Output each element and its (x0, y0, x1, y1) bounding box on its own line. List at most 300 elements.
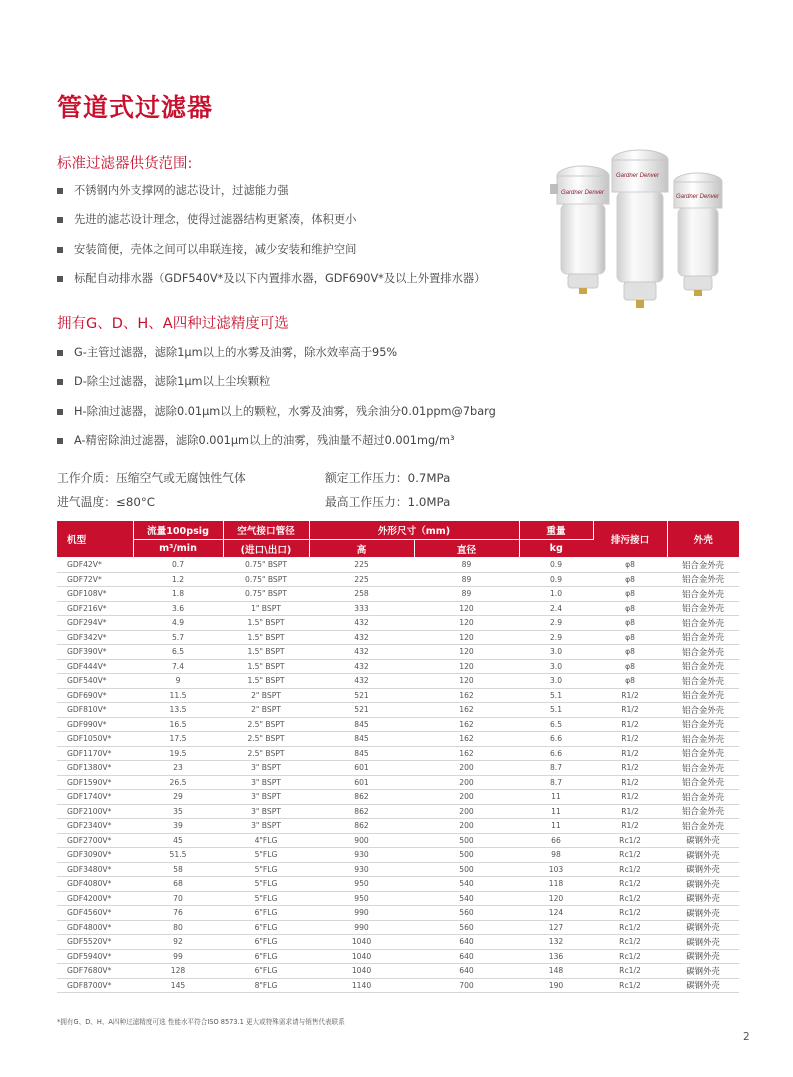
col-header-drain: 排污接口 (593, 521, 667, 558)
cell-flow: 7.4 (133, 659, 223, 674)
cell-height: 990 (309, 906, 414, 921)
cell-weight: 136 (519, 949, 593, 964)
cell-port: 5"FLG (223, 848, 309, 863)
supply-heading: 标准过滤器供货范围: (57, 156, 193, 172)
col-header-flow: 流量100psig (133, 521, 223, 540)
cell-diameter: 540 (414, 877, 519, 892)
cell-port: 6"FLG (223, 920, 309, 935)
cell-drain: Rc1/2 (593, 935, 667, 950)
cell-drain: R1/2 (593, 746, 667, 761)
cell-diameter: 120 (414, 601, 519, 616)
cell-diameter: 89 (414, 572, 519, 587)
cell-weight: 11 (519, 804, 593, 819)
cell-weight: 190 (519, 978, 593, 993)
cell-diameter: 200 (414, 761, 519, 776)
cell-diameter: 640 (414, 949, 519, 964)
cell-height: 950 (309, 891, 414, 906)
cell-port: 6"FLG (223, 964, 309, 979)
col-header-weight-unit: kg (519, 540, 593, 558)
cell-model: GDF294V* (57, 616, 133, 631)
cell-flow: 13.5 (133, 703, 223, 718)
cell-diameter: 640 (414, 964, 519, 979)
table-row (57, 601, 739, 616)
table-row (57, 978, 739, 993)
cell-drain: Rc1/2 (593, 920, 667, 935)
cell-shell: 碳钢外壳 (667, 848, 739, 863)
cell-model: GDF1590V* (57, 775, 133, 790)
cell-model: GDF2100V* (57, 804, 133, 819)
cell-port: 2.5" BSPT (223, 732, 309, 747)
cell-port: 6"FLG (223, 906, 309, 921)
bullet-icon (57, 247, 63, 253)
cell-shell: 铝合金外壳 (667, 717, 739, 732)
cell-shell: 碳钢外壳 (667, 978, 739, 993)
cell-model: GDF216V* (57, 601, 133, 616)
cell-drain: φ8 (593, 674, 667, 689)
cell-model: GDF42V* (57, 558, 133, 573)
footnote: *拥有G、D、H、A四种过滤精度可选 性能水平符合ISO 8573.1 更大或特殊需求请与销售代表联系 (57, 1018, 345, 1026)
table-row (57, 877, 739, 892)
cell-diameter: 560 (414, 920, 519, 935)
brand-label: Gardner Denver (561, 190, 605, 196)
cell-model: GDF4560V* (57, 906, 133, 921)
cell-model: GDF540V* (57, 674, 133, 689)
cell-flow: 92 (133, 935, 223, 950)
cell-weight: 6.5 (519, 717, 593, 732)
cell-shell: 铝合金外壳 (667, 601, 739, 616)
cell-flow: 19.5 (133, 746, 223, 761)
table-row (57, 819, 739, 834)
table-row (57, 674, 739, 689)
col-header-port-sub: (进口\出口) (223, 540, 309, 558)
cell-model: GDF108V* (57, 587, 133, 602)
cell-flow: 5.7 (133, 630, 223, 645)
cell-model: GDF690V* (57, 688, 133, 703)
cell-height: 258 (309, 587, 414, 602)
cell-height: 521 (309, 703, 414, 718)
cell-model: GDF390V* (57, 645, 133, 660)
cell-drain: R1/2 (593, 819, 667, 834)
cell-shell: 铝合金外壳 (667, 587, 739, 602)
col-header-height: 高 (309, 540, 414, 558)
cell-port: 1.5" BSPT (223, 630, 309, 645)
table-row (57, 703, 739, 718)
cell-port: 0.75" BSPT (223, 572, 309, 587)
table-row (57, 558, 739, 573)
cell-drain: R1/2 (593, 790, 667, 805)
cell-weight: 0.9 (519, 572, 593, 587)
cell-weight: 6.6 (519, 732, 593, 747)
cell-drain: R1/2 (593, 732, 667, 747)
cell-port: 0.75" BSPT (223, 558, 309, 573)
table-row (57, 616, 739, 631)
grades-list (57, 346, 527, 463)
cell-diameter: 200 (414, 819, 519, 834)
cell-port: 3" BSPT (223, 819, 309, 834)
list-item: G-主管过滤器，滤除1μm以上的水雾及油雾，除水效率高于95% (57, 346, 527, 375)
cell-model: GDF3480V* (57, 862, 133, 877)
cell-model: GDF5940V* (57, 949, 133, 964)
table-row (57, 688, 739, 703)
col-header-weight: 重量 (519, 521, 593, 540)
cell-port: 3" BSPT (223, 790, 309, 805)
cell-flow: 4.9 (133, 616, 223, 631)
cell-flow: 45 (133, 833, 223, 848)
cell-height: 990 (309, 920, 414, 935)
cell-weight: 148 (519, 964, 593, 979)
cell-shell: 铝合金外壳 (667, 645, 739, 660)
cell-shell: 碳钢外壳 (667, 964, 739, 979)
cell-height: 1040 (309, 949, 414, 964)
cell-flow: 23 (133, 761, 223, 776)
cell-drain: Rc1/2 (593, 906, 667, 921)
bullet-icon (57, 217, 63, 223)
cell-flow: 68 (133, 877, 223, 892)
cell-weight: 11 (519, 790, 593, 805)
cell-diameter: 120 (414, 616, 519, 631)
cell-height: 225 (309, 558, 414, 573)
cell-weight: 98 (519, 848, 593, 863)
cell-height: 1140 (309, 978, 414, 993)
cell-flow: 11.5 (133, 688, 223, 703)
cell-height: 845 (309, 746, 414, 761)
cell-model: GDF4800V* (57, 920, 133, 935)
cell-height: 432 (309, 645, 414, 660)
cell-shell: 碳钢外壳 (667, 833, 739, 848)
cell-drain: R1/2 (593, 761, 667, 776)
cell-drain: R1/2 (593, 804, 667, 819)
table-row (57, 761, 739, 776)
cell-weight: 3.0 (519, 645, 593, 660)
cell-model: GDF342V* (57, 630, 133, 645)
table-row (57, 906, 739, 921)
col-header-model: 机型 (57, 521, 133, 558)
table-body (57, 558, 739, 993)
cell-flow: 29 (133, 790, 223, 805)
cell-port: 2" BSPT (223, 703, 309, 718)
cell-shell: 铝合金外壳 (667, 558, 739, 573)
cell-flow: 99 (133, 949, 223, 964)
cell-flow: 70 (133, 891, 223, 906)
cell-shell: 碳钢外壳 (667, 877, 739, 892)
cell-diameter: 200 (414, 790, 519, 805)
cell-model: GDF2700V* (57, 833, 133, 848)
cell-shell: 铝合金外壳 (667, 790, 739, 805)
cell-shell: 碳钢外壳 (667, 891, 739, 906)
page-number: 2 (743, 1031, 750, 1043)
grades-heading: 拥有G、D、H、A四种过滤精度可选 (57, 316, 289, 332)
cell-port: 1.5" BSPT (223, 674, 309, 689)
cell-flow: 16.5 (133, 717, 223, 732)
table-row (57, 659, 739, 674)
cell-drain: R1/2 (593, 703, 667, 718)
table-row (57, 935, 739, 950)
cell-drain: Rc1/2 (593, 891, 667, 906)
table-row (57, 790, 739, 805)
cell-drain: R1/2 (593, 717, 667, 732)
cell-port: 6"FLG (223, 935, 309, 950)
cell-model: GDF1050V* (57, 732, 133, 747)
cell-weight: 127 (519, 920, 593, 935)
cell-port: 5"FLG (223, 877, 309, 892)
cell-port: 0.75" BSPT (223, 587, 309, 602)
bullet-icon (57, 276, 63, 282)
cell-height: 862 (309, 804, 414, 819)
cell-height: 601 (309, 761, 414, 776)
list-item: 安装简便，壳体之间可以串联连接，减少安装和维护空间 (57, 243, 527, 272)
bullet-icon (57, 438, 63, 444)
cell-port: 1" BSPT (223, 601, 309, 616)
supply-list (57, 184, 527, 301)
cell-weight: 0.9 (519, 558, 593, 573)
cell-model: GDF72V* (57, 572, 133, 587)
cell-diameter: 540 (414, 891, 519, 906)
table-row (57, 920, 739, 935)
cell-model: GDF5520V* (57, 935, 133, 950)
cell-diameter: 500 (414, 833, 519, 848)
cell-diameter: 700 (414, 978, 519, 993)
cell-weight: 8.7 (519, 761, 593, 776)
cell-shell: 铝合金外壳 (667, 630, 739, 645)
cell-diameter: 500 (414, 862, 519, 877)
cell-height: 432 (309, 616, 414, 631)
cell-weight: 5.1 (519, 703, 593, 718)
cell-shell: 铝合金外壳 (667, 746, 739, 761)
cell-weight: 1.0 (519, 587, 593, 602)
cell-diameter: 120 (414, 630, 519, 645)
cell-model: GDF1740V* (57, 790, 133, 805)
cell-flow: 6.5 (133, 645, 223, 660)
cell-drain: Rc1/2 (593, 949, 667, 964)
cell-port: 2.5" BSPT (223, 746, 309, 761)
cell-port: 4"FLG (223, 833, 309, 848)
bullet-icon (57, 409, 63, 415)
cell-weight: 124 (519, 906, 593, 921)
cell-height: 432 (309, 674, 414, 689)
cell-drain: Rc1/2 (593, 964, 667, 979)
col-header-flow-unit: m³/min (133, 540, 223, 558)
spec-max-pressure: 最高工作压力：1.0MPa (325, 495, 451, 509)
cell-shell: 铝合金外壳 (667, 703, 739, 718)
cell-weight: 3.0 (519, 659, 593, 674)
cell-shell: 铝合金外壳 (667, 819, 739, 834)
cell-drain: R1/2 (593, 688, 667, 703)
cell-shell: 铝合金外壳 (667, 572, 739, 587)
list-item: 不锈钢内外支撑网的滤芯设计，过滤能力强 (57, 184, 527, 213)
cell-diameter: 200 (414, 775, 519, 790)
table-row (57, 572, 739, 587)
cell-diameter: 162 (414, 703, 519, 718)
cell-port: 6"FLG (223, 949, 309, 964)
cell-weight: 2.9 (519, 616, 593, 631)
brand-label: Gardner Denver (616, 173, 660, 179)
cell-diameter: 89 (414, 587, 519, 602)
cell-weight: 6.6 (519, 746, 593, 761)
cell-model: GDF990V* (57, 717, 133, 732)
cell-diameter: 560 (414, 906, 519, 921)
cell-height: 845 (309, 717, 414, 732)
cell-drain: Rc1/2 (593, 978, 667, 993)
page-title: 管道式过滤器 (57, 93, 214, 122)
cell-weight: 11 (519, 819, 593, 834)
cell-drain: Rc1/2 (593, 833, 667, 848)
cell-weight: 2.4 (519, 601, 593, 616)
cell-drain: φ8 (593, 572, 667, 587)
cell-height: 521 (309, 688, 414, 703)
cell-weight: 5.1 (519, 688, 593, 703)
cell-flow: 17.5 (133, 732, 223, 747)
cell-model: GDF810V* (57, 703, 133, 718)
cell-flow: 145 (133, 978, 223, 993)
cell-flow: 35 (133, 804, 223, 819)
cell-height: 845 (309, 732, 414, 747)
bullet-icon (57, 188, 63, 194)
cell-shell: 碳钢外壳 (667, 920, 739, 935)
table-row (57, 804, 739, 819)
cell-shell: 碳钢外壳 (667, 935, 739, 950)
cell-height: 862 (309, 819, 414, 834)
cell-height: 930 (309, 848, 414, 863)
cell-port: 2" BSPT (223, 688, 309, 703)
spec-inlet-temp: 进气温度：≤80°C (57, 495, 156, 509)
cell-flow: 1.8 (133, 587, 223, 602)
cell-height: 432 (309, 659, 414, 674)
cell-weight: 2.9 (519, 630, 593, 645)
cell-shell: 铝合金外壳 (667, 775, 739, 790)
cell-port: 2.5" BSPT (223, 717, 309, 732)
cell-height: 862 (309, 790, 414, 805)
cell-flow: 128 (133, 964, 223, 979)
cell-height: 1040 (309, 935, 414, 950)
cell-height: 900 (309, 833, 414, 848)
cell-model: GDF2340V* (57, 819, 133, 834)
cell-shell: 铝合金外壳 (667, 761, 739, 776)
spec-medium: 工作介质：压缩空气或无腐蚀性气体 (57, 471, 246, 485)
filter-housing-left (550, 166, 609, 294)
cell-weight: 66 (519, 833, 593, 848)
brand-label: Gardner Denver (676, 194, 720, 200)
cell-diameter: 200 (414, 804, 519, 819)
col-header-port: 空气接口管径 (223, 521, 309, 540)
cell-flow: 76 (133, 906, 223, 921)
cell-flow: 9 (133, 674, 223, 689)
cell-diameter: 500 (414, 848, 519, 863)
cell-shell: 铝合金外壳 (667, 659, 739, 674)
col-header-dims: 外形尺寸（mm) (309, 521, 519, 540)
cell-flow: 3.6 (133, 601, 223, 616)
cell-port: 1.5" BSPT (223, 645, 309, 660)
cell-shell: 铝合金外壳 (667, 674, 739, 689)
table-row (57, 630, 739, 645)
cell-model: GDF1170V* (57, 746, 133, 761)
table-row (57, 848, 739, 863)
bullet-icon (57, 379, 63, 385)
cell-flow: 39 (133, 819, 223, 834)
table-row (57, 833, 739, 848)
cell-diameter: 89 (414, 558, 519, 573)
cell-flow: 26.5 (133, 775, 223, 790)
cell-shell: 铝合金外壳 (667, 732, 739, 747)
cell-model: GDF8700V* (57, 978, 133, 993)
cell-model: GDF1380V* (57, 761, 133, 776)
cell-height: 601 (309, 775, 414, 790)
table-row (57, 746, 739, 761)
cell-shell: 碳钢外壳 (667, 906, 739, 921)
cell-drain: φ8 (593, 616, 667, 631)
cell-drain: Rc1/2 (593, 877, 667, 892)
cell-shell: 碳钢外壳 (667, 949, 739, 964)
cell-height: 333 (309, 601, 414, 616)
cell-drain: R1/2 (593, 775, 667, 790)
cell-weight: 103 (519, 862, 593, 877)
cell-port: 3" BSPT (223, 761, 309, 776)
cell-diameter: 640 (414, 935, 519, 950)
cell-drain: φ8 (593, 630, 667, 645)
cell-shell: 铝合金外壳 (667, 616, 739, 631)
table-row (57, 732, 739, 747)
spec-table (57, 521, 739, 993)
cell-shell: 铝合金外壳 (667, 688, 739, 703)
cell-shell: 碳钢外壳 (667, 862, 739, 877)
cell-diameter: 162 (414, 732, 519, 747)
bullet-icon (57, 350, 63, 356)
cell-drain: φ8 (593, 558, 667, 573)
col-header-shell: 外壳 (667, 521, 739, 558)
cell-height: 225 (309, 572, 414, 587)
cell-flow: 1.2 (133, 572, 223, 587)
cell-drain: φ8 (593, 601, 667, 616)
cell-diameter: 162 (414, 746, 519, 761)
table-row (57, 949, 739, 964)
list-item: 先进的滤芯设计理念，使得过滤器结构更紧凑，体积更小 (57, 213, 527, 242)
cell-drain: Rc1/2 (593, 862, 667, 877)
cell-diameter: 162 (414, 688, 519, 703)
cell-height: 950 (309, 877, 414, 892)
table-row (57, 587, 739, 602)
list-item: A-精密除油过滤器，滤除0.001μm以上的油雾，残油量不超过0.001mg/m³ (57, 434, 527, 463)
cell-drain: Rc1/2 (593, 848, 667, 863)
cell-model: GDF4200V* (57, 891, 133, 906)
cell-port: 3" BSPT (223, 804, 309, 819)
cell-flow: 80 (133, 920, 223, 935)
cell-diameter: 120 (414, 674, 519, 689)
cell-weight: 8.7 (519, 775, 593, 790)
cell-flow: 51.5 (133, 848, 223, 863)
cell-diameter: 120 (414, 659, 519, 674)
table-row (57, 891, 739, 906)
cell-height: 432 (309, 630, 414, 645)
cell-weight: 3.0 (519, 674, 593, 689)
cell-weight: 118 (519, 877, 593, 892)
table-row (57, 775, 739, 790)
cell-drain: φ8 (593, 659, 667, 674)
spec-rated-pressure: 额定工作压力：0.7MPa (325, 471, 451, 485)
cell-flow: 58 (133, 862, 223, 877)
cell-port: 8"FLG (223, 978, 309, 993)
cell-drain: φ8 (593, 645, 667, 660)
cell-height: 1040 (309, 964, 414, 979)
cell-port: 3" BSPT (223, 775, 309, 790)
table-row (57, 717, 739, 732)
cell-flow: 0.7 (133, 558, 223, 573)
cell-weight: 120 (519, 891, 593, 906)
list-item: D-除尘过滤器，滤除1μm以上尘埃颗粒 (57, 375, 527, 404)
cell-model: GDF4080V* (57, 877, 133, 892)
list-item: 标配自动排水器（GDF540V*及以下内置排水器，GDF690V*及以上外置排水器） (57, 272, 527, 301)
cell-port: 1.5" BSPT (223, 659, 309, 674)
filter-housing-right (674, 173, 722, 296)
table-row (57, 862, 739, 877)
